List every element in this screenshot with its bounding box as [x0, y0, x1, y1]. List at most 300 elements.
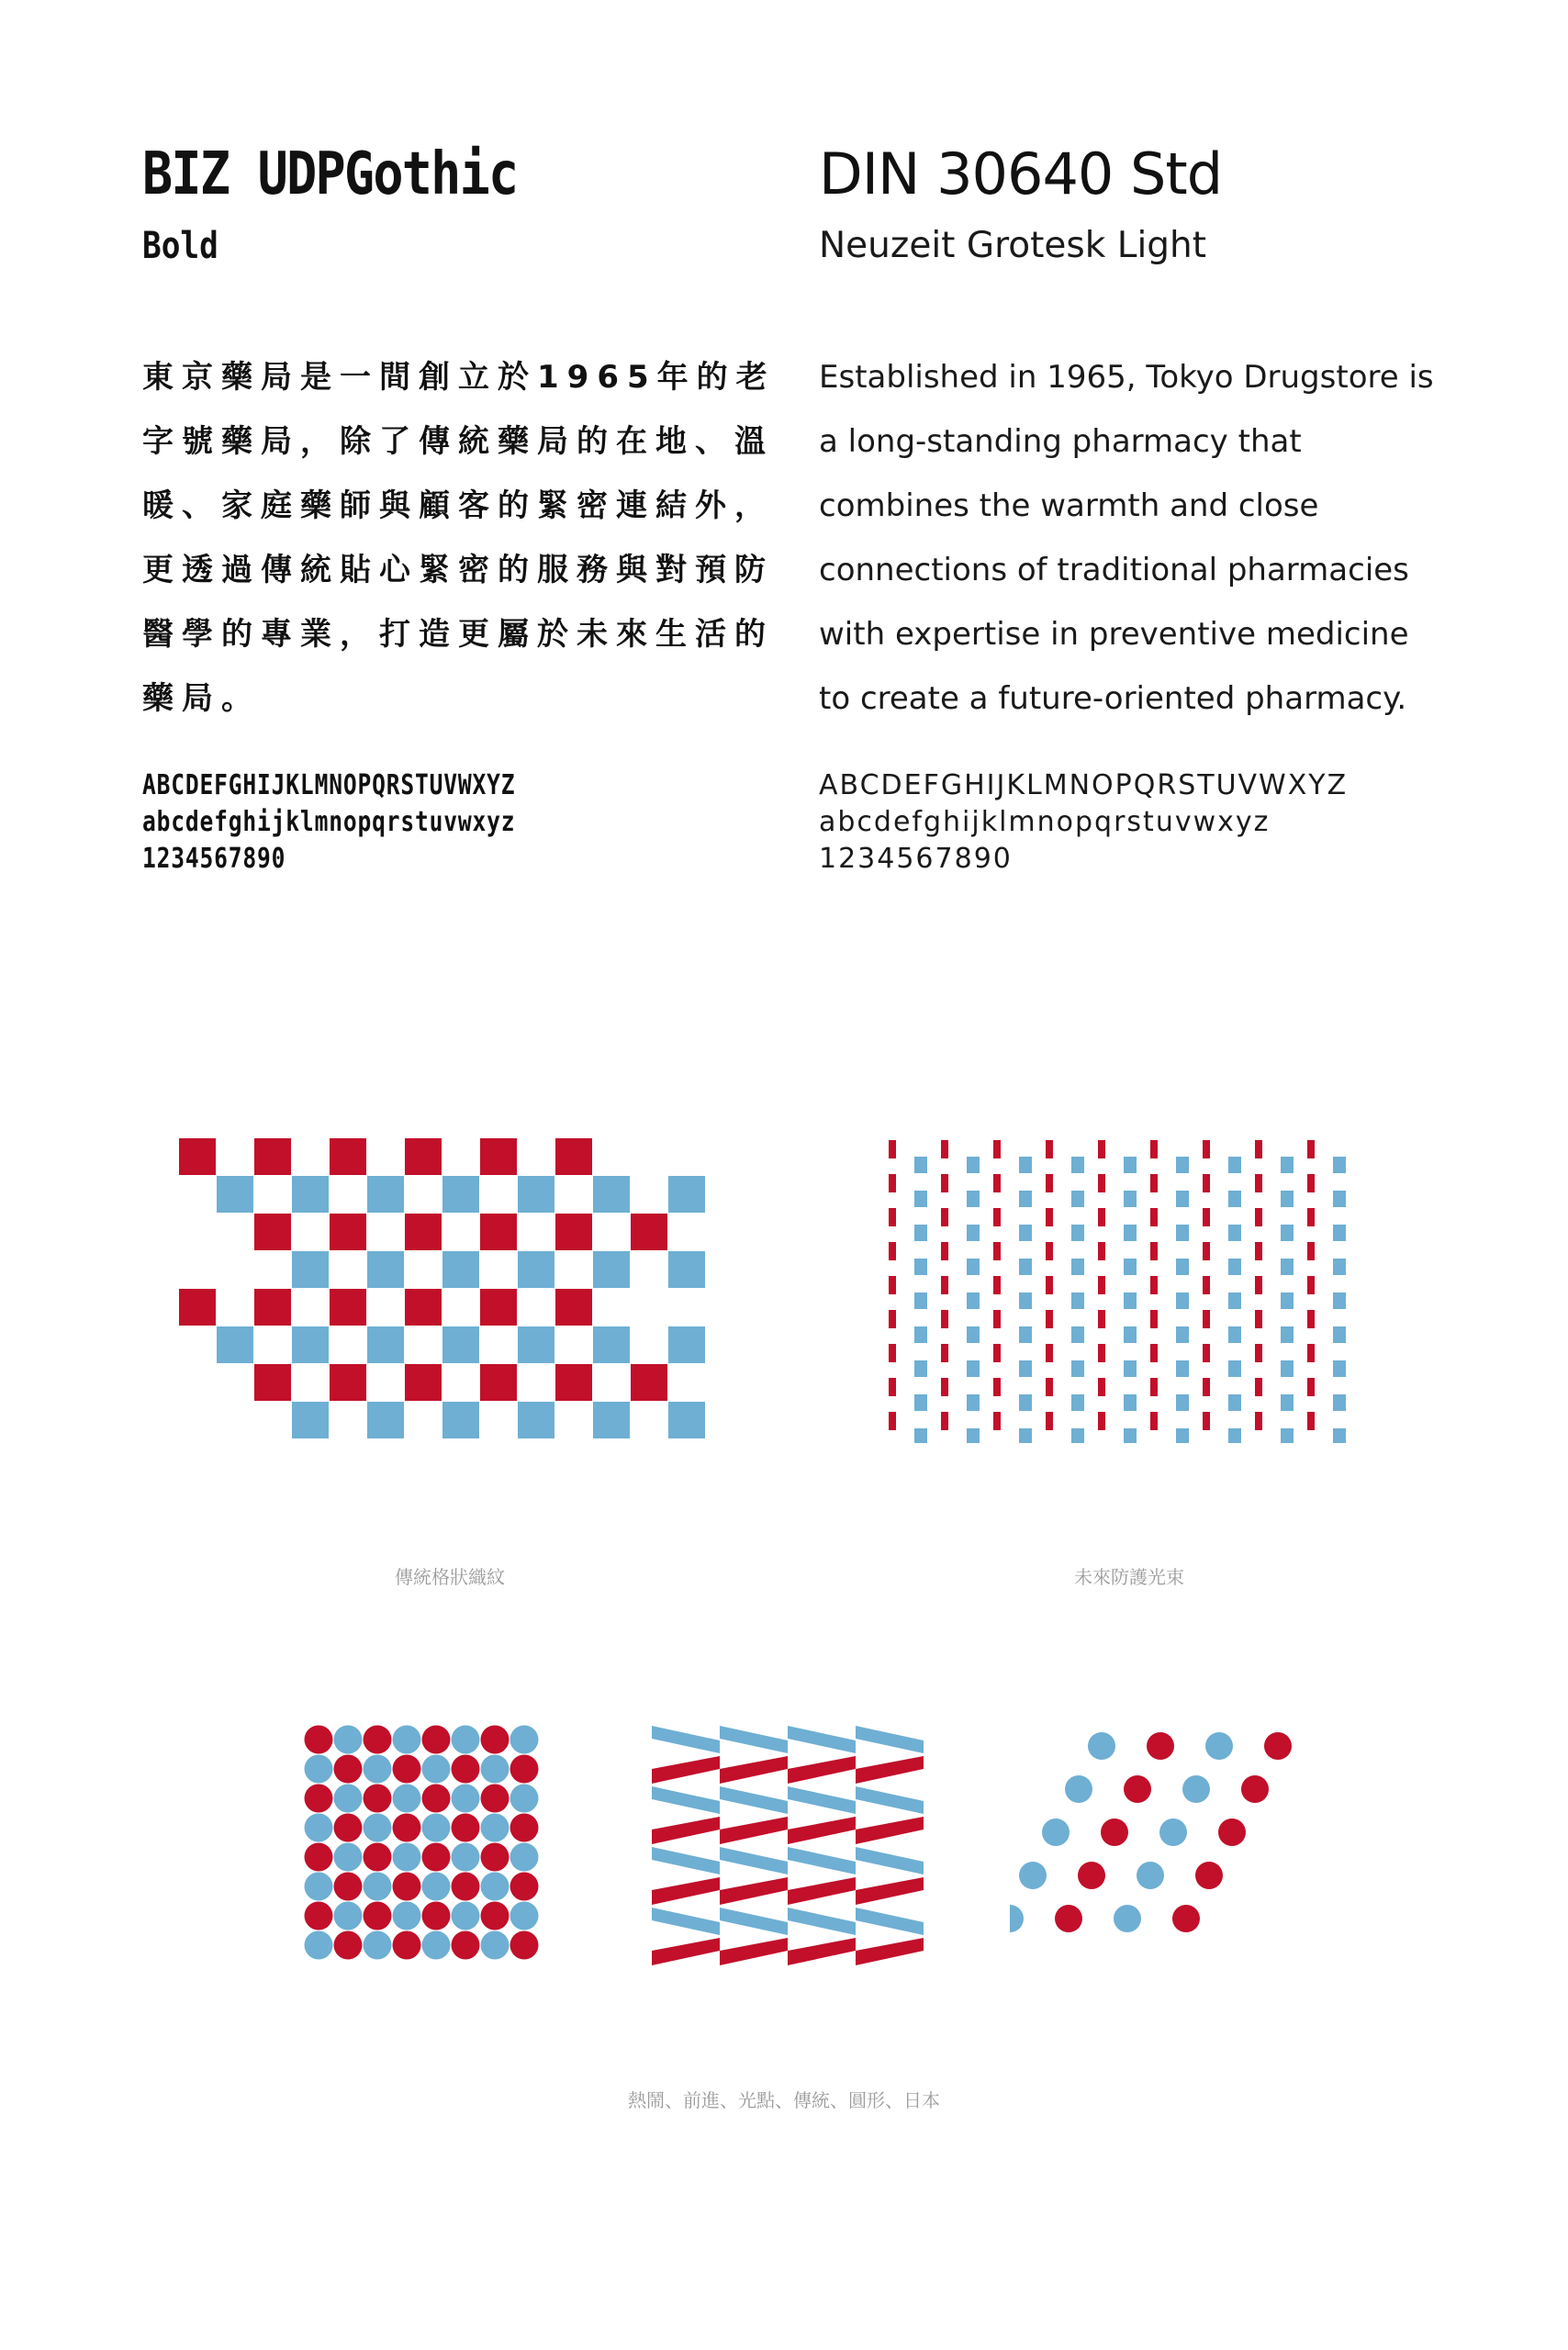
blue-beam	[1019, 1191, 1032, 1207]
blue-dot	[1182, 1775, 1210, 1803]
blue-ribbon	[788, 1847, 856, 1874]
red-square	[555, 1289, 592, 1326]
blue-dot	[334, 1843, 363, 1872]
blue-dot	[1010, 1905, 1024, 1932]
blue-dot	[334, 1902, 363, 1930]
blue-beam	[1281, 1292, 1294, 1309]
blue-dot	[364, 1755, 392, 1784]
english-paragraph-line: Established in 1965, Tokyo Drugstore is	[819, 359, 1434, 396]
glyphs-digits: 1234567890	[142, 843, 286, 875]
red-dot	[1055, 1905, 1082, 1932]
blue-beam	[1228, 1259, 1241, 1275]
red-square	[254, 1289, 291, 1326]
red-dot	[1147, 1732, 1174, 1760]
red-beam	[993, 1276, 1001, 1294]
blue-square	[668, 1251, 705, 1288]
red-dot	[1195, 1862, 1223, 1889]
red-square	[330, 1289, 366, 1326]
blue-ribbon	[788, 1726, 856, 1753]
red-square	[480, 1214, 517, 1250]
blue-beam	[1333, 1394, 1346, 1411]
red-dot	[334, 1814, 363, 1842]
red-beam	[1255, 1174, 1262, 1192]
red-dot	[1101, 1818, 1128, 1846]
red-ribbon	[652, 1817, 720, 1844]
red-beam	[1046, 1344, 1053, 1362]
blue-dot	[1114, 1905, 1141, 1932]
red-dot	[334, 1931, 363, 1960]
red-square	[254, 1214, 291, 1250]
english-paragraph-line: to create a future-oriented pharmacy.	[819, 680, 1407, 717]
blue-dot	[510, 1843, 539, 1872]
red-square	[631, 1214, 667, 1250]
red-beam	[1307, 1310, 1315, 1328]
red-beam	[1098, 1276, 1105, 1294]
blue-beam	[1333, 1326, 1346, 1343]
blue-dot	[305, 1873, 333, 1901]
blue-square	[292, 1176, 329, 1213]
red-dot	[452, 1931, 480, 1960]
blue-beam	[1124, 1428, 1137, 1443]
blue-beam	[1176, 1394, 1189, 1411]
blue-beam	[1071, 1360, 1084, 1377]
blue-dot	[305, 1931, 333, 1960]
red-dot	[481, 1726, 510, 1754]
red-beam	[1203, 1242, 1210, 1260]
blue-beam	[914, 1428, 927, 1443]
red-dot	[1172, 1905, 1200, 1932]
red-beam	[1098, 1412, 1105, 1430]
red-beam	[889, 1310, 896, 1328]
red-beam	[993, 1140, 1001, 1158]
dot-grid-pattern	[303, 1724, 546, 1967]
blue-beam	[1176, 1292, 1189, 1309]
blue-square	[442, 1326, 479, 1363]
blue-beam	[967, 1292, 980, 1309]
red-beam	[1307, 1140, 1315, 1158]
red-beam	[1098, 1310, 1105, 1328]
red-beam	[1203, 1140, 1210, 1158]
blue-dot	[481, 1755, 510, 1784]
red-beam	[1255, 1412, 1262, 1430]
blue-dot	[452, 1843, 480, 1872]
blue-beam	[967, 1428, 980, 1443]
blue-beam	[1228, 1326, 1241, 1343]
red-beam	[1046, 1242, 1053, 1260]
blue-beam	[1281, 1191, 1294, 1207]
red-square	[631, 1364, 667, 1401]
blue-dot	[1019, 1862, 1047, 1889]
diagonal-dots-pattern	[1010, 1730, 1313, 1960]
blue-dot	[481, 1931, 510, 1960]
red-beam	[889, 1208, 896, 1226]
red-dot	[1078, 1862, 1105, 1889]
red-square	[405, 1138, 442, 1175]
blue-dot	[422, 1931, 451, 1960]
blue-beam	[1228, 1360, 1241, 1377]
red-dot	[393, 1755, 421, 1784]
red-beam	[1255, 1276, 1262, 1294]
red-beam	[1046, 1140, 1053, 1158]
blue-square	[518, 1251, 554, 1288]
red-beam	[1150, 1344, 1158, 1362]
red-beam	[889, 1412, 896, 1430]
red-dot	[1218, 1818, 1246, 1846]
red-beam	[1255, 1310, 1262, 1328]
blue-dot	[334, 1785, 363, 1813]
blue-square	[367, 1326, 404, 1363]
red-beam	[1307, 1344, 1315, 1362]
red-ribbon	[856, 1817, 924, 1844]
red-beam	[941, 1242, 948, 1260]
red-dot	[305, 1902, 333, 1930]
red-square	[405, 1214, 442, 1250]
red-dot	[422, 1726, 451, 1754]
blue-ribbon	[652, 1786, 720, 1814]
blue-beam	[967, 1157, 980, 1173]
red-square	[480, 1364, 517, 1401]
red-dot	[305, 1843, 333, 1872]
blue-square	[292, 1326, 329, 1363]
red-ribbon	[720, 1756, 788, 1784]
red-beam	[1150, 1412, 1158, 1430]
blue-beam	[1281, 1394, 1294, 1411]
blue-square	[518, 1402, 554, 1438]
blue-beam	[1281, 1225, 1294, 1241]
red-beam	[889, 1140, 896, 1158]
chinese-paragraph-line: 醫學的專業，打造更屬於未來生活的	[142, 616, 774, 653]
english-paragraph	[819, 345, 1480, 731]
blue-beam	[1071, 1394, 1084, 1411]
blue-beam	[914, 1360, 927, 1377]
red-beam	[993, 1242, 1001, 1260]
blue-dot	[422, 1814, 451, 1842]
blue-ribbon	[720, 1726, 788, 1753]
blue-square	[593, 1326, 630, 1363]
blue-beam	[1071, 1428, 1084, 1443]
blue-beam	[1176, 1259, 1189, 1275]
red-beam	[1098, 1208, 1105, 1226]
red-beam	[1098, 1174, 1105, 1192]
red-beam	[1046, 1174, 1053, 1192]
blue-beam	[1071, 1191, 1084, 1207]
blue-beam	[1124, 1394, 1137, 1411]
red-dot	[422, 1785, 451, 1813]
english-paragraph-line: with expertise in preventive medicine	[819, 616, 1409, 653]
red-beam	[1255, 1208, 1262, 1226]
blue-beam	[1176, 1360, 1189, 1377]
red-ribbon	[652, 1877, 720, 1905]
red-dot	[334, 1873, 363, 1901]
red-beam	[889, 1242, 896, 1260]
blue-ribbon	[652, 1847, 720, 1874]
blue-beam	[1176, 1157, 1189, 1173]
blue-beam	[1019, 1326, 1032, 1343]
blue-beam	[1124, 1157, 1137, 1173]
blue-ribbon	[720, 1786, 788, 1814]
blue-beam	[914, 1292, 927, 1309]
blue-square	[442, 1176, 479, 1213]
red-beam	[1255, 1344, 1262, 1362]
blue-dot	[1088, 1732, 1115, 1760]
red-ribbon	[652, 1756, 720, 1784]
red-beam	[889, 1378, 896, 1396]
blue-beam	[967, 1225, 980, 1241]
blue-beam	[1071, 1157, 1084, 1173]
blue-beam	[1176, 1225, 1189, 1241]
red-square	[254, 1138, 291, 1175]
blue-beam	[1019, 1394, 1032, 1411]
red-beam	[1307, 1412, 1315, 1430]
red-dot	[393, 1873, 421, 1901]
protective-beams-pattern	[889, 1140, 1366, 1443]
blue-beam	[1333, 1292, 1346, 1309]
red-beam	[941, 1344, 948, 1362]
blue-beam	[967, 1259, 980, 1275]
blue-dot	[364, 1814, 392, 1842]
blue-dot	[510, 1785, 539, 1813]
blue-dot	[393, 1902, 421, 1930]
blue-dot	[452, 1785, 480, 1813]
red-dot	[364, 1843, 392, 1872]
red-beam	[1307, 1276, 1315, 1294]
red-beam	[1150, 1276, 1158, 1294]
red-beam	[941, 1208, 948, 1226]
blue-beam	[1333, 1259, 1346, 1275]
red-beam	[1150, 1208, 1158, 1226]
blue-dot	[510, 1902, 539, 1930]
blue-dot	[422, 1755, 451, 1784]
blue-beam	[1228, 1157, 1241, 1173]
blue-ribbon	[856, 1786, 924, 1814]
blue-ribbon	[856, 1908, 924, 1935]
blue-beam	[1124, 1191, 1137, 1207]
blue-beam	[1228, 1191, 1241, 1207]
red-beam	[941, 1276, 948, 1294]
blue-beam	[1281, 1428, 1294, 1443]
blue-dot	[422, 1873, 451, 1901]
red-ribbon	[856, 1756, 924, 1784]
blue-beam	[967, 1326, 980, 1343]
blue-square	[367, 1251, 404, 1288]
red-beam	[1203, 1208, 1210, 1226]
red-beam	[941, 1310, 948, 1328]
blue-beam	[1124, 1225, 1137, 1241]
red-beam	[1046, 1412, 1053, 1430]
red-beam	[993, 1344, 1001, 1362]
blue-beam	[1333, 1157, 1346, 1173]
red-square	[330, 1364, 366, 1401]
blue-beam	[1333, 1428, 1346, 1443]
red-beam	[889, 1344, 896, 1362]
blue-beam	[1019, 1292, 1032, 1309]
blue-square	[367, 1176, 404, 1213]
blue-beam	[1333, 1360, 1346, 1377]
red-dot	[481, 1785, 510, 1813]
red-ribbon	[788, 1938, 856, 1965]
blue-ribbon	[720, 1908, 788, 1935]
blue-beam	[1019, 1259, 1032, 1275]
bottom-patterns-caption: 熱鬧、前進、光點、傳統、圓形、日本	[628, 2089, 940, 2111]
red-ribbon	[788, 1877, 856, 1905]
red-ribbon	[720, 1877, 788, 1905]
red-ribbon	[788, 1817, 856, 1844]
blue-dot	[452, 1726, 480, 1754]
blue-beam	[1071, 1225, 1084, 1241]
blue-beam	[967, 1360, 980, 1377]
red-dot	[452, 1814, 480, 1842]
blue-beam	[1124, 1360, 1137, 1377]
red-beam	[1150, 1174, 1158, 1192]
check-weave-pattern	[179, 1138, 721, 1450]
blue-square	[518, 1176, 554, 1213]
chinese-paragraph-line: 藥局。	[142, 680, 261, 717]
check-weave-caption: 傳統格狀織紋	[395, 1566, 505, 1588]
blue-beam	[1019, 1157, 1032, 1173]
glyphs-uppercase: ABCDEFGHIJKLMNOPQRSTUVWXYZ	[142, 769, 516, 801]
blue-beam	[914, 1191, 927, 1207]
blue-square	[442, 1402, 479, 1438]
glyphs-lowercase: abcdefghijklmnopqrstuvwxyz	[142, 806, 516, 838]
blue-dot	[393, 1726, 421, 1754]
red-dot	[393, 1931, 421, 1960]
blue-ribbon	[788, 1908, 856, 1935]
blue-dot	[452, 1902, 480, 1930]
blue-beam	[1019, 1360, 1032, 1377]
red-ribbon	[720, 1938, 788, 1965]
chinese-paragraph-line: 東京藥局是一間創立於1965年的老	[142, 359, 776, 396]
blue-dot	[1205, 1732, 1233, 1760]
blue-beam	[1019, 1428, 1032, 1443]
blue-beam	[1176, 1191, 1189, 1207]
red-dot	[422, 1902, 451, 1930]
blue-square	[217, 1326, 253, 1363]
blue-dot	[305, 1755, 333, 1784]
red-beam	[993, 1412, 1001, 1430]
red-beam	[1046, 1310, 1053, 1328]
red-dot	[510, 1755, 539, 1784]
blue-dot	[305, 1814, 333, 1842]
blue-beam	[1071, 1326, 1084, 1343]
blue-ribbon	[652, 1726, 720, 1753]
blue-square	[217, 1176, 253, 1213]
zigzag-pattern	[652, 1726, 924, 1966]
red-square	[179, 1289, 216, 1326]
red-square	[330, 1214, 366, 1250]
red-beam	[1255, 1140, 1262, 1158]
red-dot	[334, 1755, 363, 1784]
blue-beam	[1228, 1292, 1241, 1309]
red-ribbon	[720, 1817, 788, 1844]
blue-dot	[364, 1931, 392, 1960]
red-beam	[889, 1276, 896, 1294]
red-beam	[1203, 1310, 1210, 1328]
blue-square	[593, 1176, 630, 1213]
red-beam	[993, 1208, 1001, 1226]
chinese-paragraph-line: 暖、家庭藥師與顧客的緊密連結外，	[142, 487, 774, 524]
blue-beam	[1228, 1428, 1241, 1443]
red-beam	[1203, 1276, 1210, 1294]
red-square	[480, 1138, 517, 1175]
english-paragraph-line: a long-standing pharmacy that	[819, 423, 1302, 460]
chinese-paragraph-line: 字號藥局，除了傳統藥局的在地、溫	[142, 423, 774, 460]
red-beam	[1098, 1140, 1105, 1158]
blue-beam	[1176, 1326, 1189, 1343]
blue-beam	[1019, 1225, 1032, 1241]
blue-dot	[1065, 1775, 1092, 1803]
red-beam	[941, 1412, 948, 1430]
red-dot	[364, 1785, 392, 1813]
red-square	[555, 1138, 592, 1175]
red-beam	[1255, 1378, 1262, 1396]
english-paragraph-line: connections of traditional pharmacies	[819, 552, 1409, 588]
blue-dot	[393, 1843, 421, 1872]
protective-beams-caption: 未來防護光束	[1074, 1566, 1184, 1588]
red-beam	[1098, 1242, 1105, 1260]
red-beam	[1046, 1276, 1053, 1294]
red-dot	[510, 1814, 539, 1842]
red-dot	[422, 1843, 451, 1872]
blue-square	[593, 1251, 630, 1288]
english-font-style: Neuzeit Grotesk Light	[819, 225, 1207, 266]
red-dot	[305, 1785, 333, 1813]
blue-ribbon	[856, 1726, 924, 1753]
red-beam	[941, 1174, 948, 1192]
red-beam	[993, 1174, 1001, 1192]
red-beam	[941, 1378, 948, 1396]
blue-ribbon	[720, 1847, 788, 1874]
blue-ribbon	[788, 1786, 856, 1814]
red-beam	[1307, 1242, 1315, 1260]
red-dot	[481, 1902, 510, 1930]
blue-beam	[914, 1225, 927, 1241]
red-dot	[510, 1931, 539, 1960]
blue-beam	[1124, 1326, 1137, 1343]
blue-beam	[1071, 1259, 1084, 1275]
english-font-glyphs	[819, 767, 1480, 878]
red-square	[254, 1364, 291, 1401]
blue-square	[593, 1402, 630, 1438]
blue-dot	[393, 1785, 421, 1813]
red-square	[555, 1364, 592, 1401]
english-font-name: DIN 30640 Std	[819, 140, 1223, 207]
blue-square	[668, 1326, 705, 1363]
blue-square	[292, 1251, 329, 1288]
blue-beam	[1281, 1326, 1294, 1343]
blue-beam	[1281, 1259, 1294, 1275]
red-square	[405, 1289, 442, 1326]
red-dot	[452, 1755, 480, 1784]
blue-beam	[1228, 1225, 1241, 1241]
red-ribbon	[652, 1938, 720, 1965]
chinese-paragraph-line: 更透過傳統貼心緊密的服務與對預防	[142, 552, 774, 588]
red-beam	[1046, 1378, 1053, 1396]
red-ribbon	[856, 1938, 924, 1965]
red-beam	[941, 1140, 948, 1158]
blue-beam	[1228, 1394, 1241, 1411]
blue-dot	[334, 1726, 363, 1754]
glyphs-lowercase: abcdefghijklmnopqrstuvwxyz	[819, 806, 1271, 838]
chinese-font-specimen	[142, 138, 785, 878]
blue-ribbon	[652, 1908, 720, 1935]
blue-square	[367, 1402, 404, 1438]
blue-beam	[914, 1259, 927, 1275]
blue-dot	[1159, 1818, 1187, 1846]
red-beam	[1098, 1344, 1105, 1362]
red-dot	[452, 1873, 480, 1901]
red-square	[555, 1214, 592, 1250]
red-beam	[1203, 1378, 1210, 1396]
